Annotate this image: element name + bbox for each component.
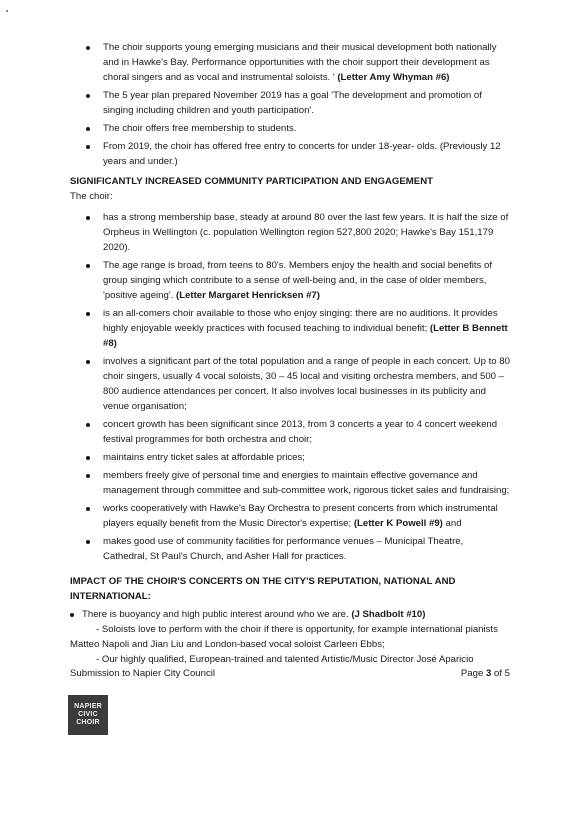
- list-item: [70, 354, 510, 414]
- bullet-icon: [86, 360, 90, 364]
- list-item: [70, 88, 510, 118]
- list-item-text: concert growth has been significant since 2013, from 3 concerts a year to 4 concert weekend festival programmes for both orchestra and choir;: [103, 419, 498, 445]
- list-item: [70, 258, 510, 303]
- list-item-text-tail: and: [442, 518, 462, 529]
- logo-line: CIVIC: [78, 711, 98, 718]
- list-item-text: maintains entry ticket sales at affordable prices;: [103, 452, 305, 463]
- bullet-icon: [86, 423, 90, 427]
- bullet-icon: [86, 264, 90, 268]
- list-item-text: works cooperatively with Hawke's Bay Orchestra to present concerts from which instrumental players equally benefit from the Music Director's expertise;: [103, 503, 498, 529]
- bullet-icon: [86, 474, 90, 478]
- impact-subpoint-director: - Our highly qualified, European-trained and talented Artistic/Music Director José Aparicio: [96, 654, 474, 665]
- list-item-text: From 2019, the choir has offered free entry to concerts for under 18-year- olds. (Previously 12 years and under.): [103, 141, 501, 167]
- scan-mark: [6, 10, 8, 12]
- letter-reference: (Letter B Bennett #8): [103, 323, 508, 349]
- total-pages: of 5: [491, 668, 510, 679]
- logo-line: NAPIER: [74, 703, 102, 710]
- bullet-icon: [86, 94, 90, 98]
- section-heading-impact: IMPACT OF THE CHOIR'S CONCERTS ON THE CITY'S REPUTATION, NATIONAL AND INTERNATIONAL:: [70, 576, 456, 602]
- page-footer: [70, 668, 510, 679]
- letter-reference: (J Shadbolt #10): [351, 609, 426, 620]
- list-item-text: There is buoyancy and high public interest around who we are.: [82, 609, 352, 620]
- section-intro: The choir:: [70, 191, 113, 202]
- list-item: [70, 468, 510, 498]
- choir-logo: [68, 695, 108, 735]
- letter-reference: (Letter Amy Whyman #6): [337, 72, 450, 83]
- section-heading-participation: SIGNIFICANTLY INCREASED COMMUNITY PARTICIPATION AND ENGAGEMENT: [70, 176, 433, 187]
- bullet-icon: [86, 145, 90, 149]
- list-item-text: makes good use of community facilities for performance venues – Municipal Theatre, Cathedral, St Paul's Church, and Asher Hall for practices.: [103, 536, 464, 562]
- page-number: [461, 668, 510, 679]
- list-item-text: involves a significant part of the total population and a range of people in each concert. Up to 80 choir singers, usually 4 vocal soloists, 30 – 45 local and visiting orchestra members, and 500 – 800 audience attendances per concert. It also involves local businesses in its publicity and venue organisation;: [103, 356, 510, 412]
- list-item: [70, 139, 510, 169]
- bullet-icon: [86, 540, 90, 544]
- list-item-text: is an all-comers choir available to those who enjoy singing: there are no auditions. It provides highly enjoyable weekly practices with focused teaching to individual benefit;: [103, 308, 498, 334]
- logo-line: CHOIR: [76, 719, 100, 726]
- bullet-icon: [70, 613, 74, 617]
- list-item-text: The 5 year plan prepared November 2019 has a goal 'The development and promotion of singing including children and youth participation'.: [103, 90, 482, 116]
- list-item: [70, 534, 510, 564]
- list-item: [70, 417, 510, 447]
- bullet-icon: [86, 312, 90, 316]
- page-label: Page: [460, 668, 486, 679]
- page-content: [70, 40, 510, 667]
- list-item: [70, 450, 510, 465]
- letter-reference: (Letter Margaret Henricksen #7): [176, 290, 320, 301]
- list-item: [70, 306, 510, 351]
- bullet-icon: [86, 127, 90, 131]
- list-item: [70, 121, 510, 136]
- bullet-icon: [86, 507, 90, 511]
- list-item-text: The choir supports young emerging musicians and their musical development both nationally and in Hawke's Bay. Performance opportunities with the choir support their development as choral singers and as vocal and instrumental soloists. ': [103, 42, 497, 83]
- list-item: [70, 501, 510, 531]
- list-item-text: The choir offers free membership to students.: [103, 123, 297, 134]
- bullet-icon: [86, 46, 90, 50]
- bullet-icon: [86, 216, 90, 220]
- impact-subpoint-soloists: - Soloists love to perform with the choir if there is opportunity, for example international pianists Matteo Napoli and Jian Liu and London-based vocal soloist Carleen Ebbs;: [70, 624, 498, 650]
- current-page: 3: [485, 668, 492, 679]
- list-item: [70, 40, 510, 85]
- list-item-text: The age range is broad, from teens to 80's. Members enjoy the health and social benefits of group singing which contribute to a sense of well-being and, in the case of older members, 'positive ageing'.: [103, 260, 493, 301]
- list-item: [70, 210, 510, 255]
- footer-title: Submission to Napier City Council: [70, 668, 216, 679]
- letter-reference: (Letter K Powell #9): [353, 518, 443, 529]
- bullet-icon: [86, 456, 90, 460]
- participation-bullet-list: [70, 210, 510, 564]
- list-item-text: has a strong membership base, steady at around 80 over the last few years. It is half the size of Orpheus in Wellington (c. population Wellington region 527,800 2020; Hawke's Bay 151,179 2020).: [103, 212, 509, 253]
- list-item-text: members freely give of personal time and energies to maintain effective governance and management through committee and sub-committee work, rigorous ticket sales and fundraising;: [103, 470, 510, 496]
- top-bullet-list: [70, 40, 510, 169]
- list-item: [70, 607, 510, 622]
- impact-bullet-list: [70, 607, 510, 622]
